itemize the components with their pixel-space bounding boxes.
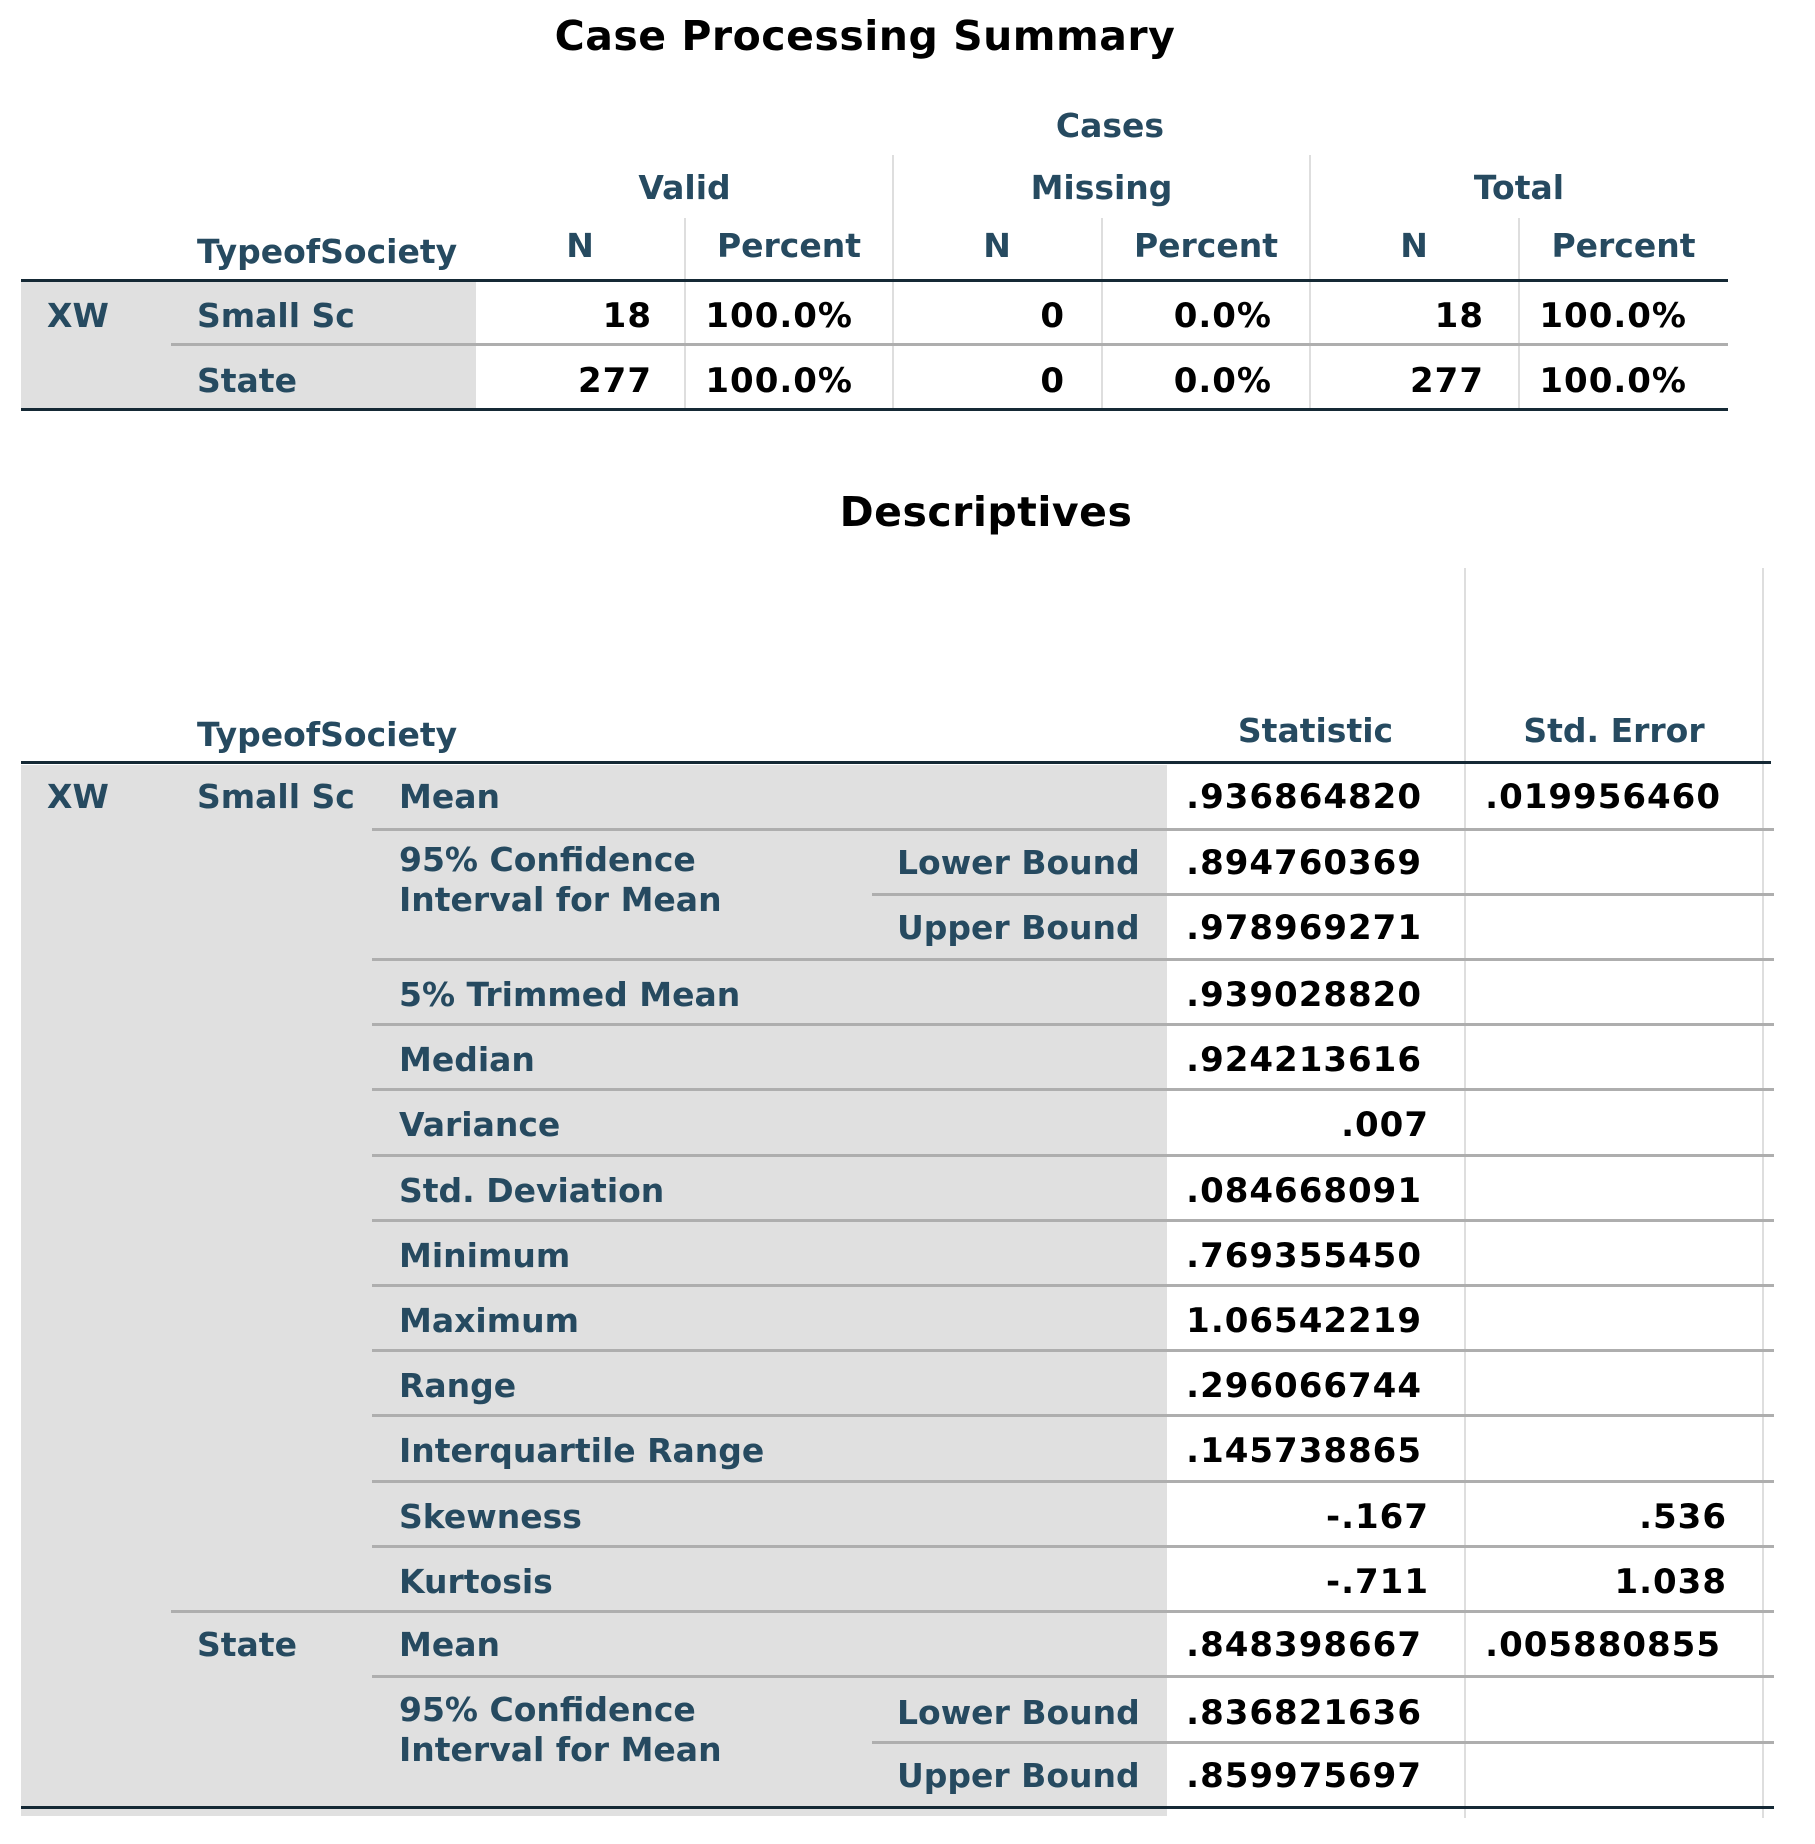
statistic-cell: .936864820: [1186, 777, 1422, 817]
statistic-cell: .145738865: [1186, 1431, 1422, 1471]
std-error-header: Std. Error: [1523, 711, 1705, 750]
statistic-cell: .836821636: [1186, 1693, 1422, 1733]
cell: 0: [1040, 296, 1065, 336]
row-rule: [372, 1023, 1774, 1026]
group-label: Small Sc: [197, 777, 355, 816]
row-label: Small Sc: [197, 296, 355, 335]
row-rule: [372, 1088, 1774, 1091]
variable-label: XW: [47, 777, 109, 816]
row-label: Mean: [399, 1625, 500, 1664]
row-rule: [872, 1741, 1774, 1744]
lower-bound-label: Lower Bound: [897, 843, 1140, 882]
total-n-header: N: [1400, 226, 1428, 265]
statistic-cell: .084668091: [1186, 1171, 1422, 1211]
row-label: Skewness: [399, 1497, 582, 1536]
row-rule: [372, 828, 1774, 831]
missing-percent-header: Percent: [1133, 226, 1279, 265]
row-label: Interquartile Range: [399, 1431, 765, 1470]
case-processing-summary-title: Case Processing Summary: [554, 12, 1176, 60]
cell: 277: [578, 361, 652, 401]
header-rule: [21, 761, 1771, 764]
statistic-cell: .859975697: [1186, 1756, 1422, 1796]
cases-header: Cases: [1055, 106, 1165, 145]
cell: 277: [1410, 361, 1484, 401]
cell: 18: [602, 296, 652, 336]
statistic-cell: .007: [1341, 1105, 1429, 1145]
statistic-cell: .769355450: [1186, 1236, 1422, 1276]
statistic-cell: -.167: [1326, 1497, 1429, 1537]
row-rule: [372, 1480, 1774, 1483]
row-rule: [372, 1545, 1774, 1548]
row-rule: [872, 893, 1774, 896]
cell: 0.0%: [1173, 361, 1272, 401]
typeofsociety-header: TypeofSociety: [197, 715, 458, 754]
cell: 0: [1040, 361, 1065, 401]
group-label: State: [197, 1625, 297, 1664]
cell: 0.0%: [1173, 296, 1272, 336]
std-error-cell: .019956460: [1485, 777, 1721, 817]
row-label: Variance: [399, 1105, 561, 1144]
descriptives-title: Descriptives: [839, 488, 1133, 536]
statistic-cell: .939028820: [1186, 975, 1422, 1015]
cell: 100.0%: [1539, 361, 1687, 401]
table-bottom-rule: [21, 408, 1728, 411]
row-label: Mean: [399, 777, 500, 816]
statistic-cell: .848398667: [1186, 1625, 1422, 1665]
total-header: Total: [1473, 168, 1565, 207]
statistic-cell: 1.06542219: [1186, 1301, 1422, 1341]
upper-bound-label: Upper Bound: [897, 1756, 1140, 1795]
row-rule: [372, 958, 1774, 961]
ci-label: 95% Confidence Interval for Mean: [399, 1690, 722, 1769]
row-rule: [372, 1154, 1774, 1157]
row-rule: [372, 1414, 1774, 1417]
statistic-cell: .894760369: [1186, 843, 1422, 883]
row-rule: [372, 1284, 1774, 1287]
row-label: Kurtosis: [399, 1562, 553, 1601]
table-bottom-rule: [21, 1806, 1774, 1809]
row-rule: [372, 1349, 1774, 1352]
cell: 100.0%: [705, 296, 853, 336]
column-divider: [1762, 568, 1764, 1818]
total-percent-header: Percent: [1551, 226, 1696, 265]
row-label: Range: [399, 1366, 517, 1405]
valid-header: Valid: [638, 168, 731, 207]
statistic-cell: -.711: [1326, 1562, 1429, 1602]
ci-label: 95% Confidence Interval for Mean: [399, 840, 722, 919]
valid-n-header: N: [566, 226, 594, 265]
upper-bound-label: Upper Bound: [897, 908, 1140, 947]
std-error-cell: .536: [1639, 1497, 1727, 1537]
missing-n-header: N: [983, 226, 1011, 265]
row-rule: [171, 343, 1728, 346]
row-rule: [372, 1675, 1774, 1678]
statistic-cell: .924213616: [1186, 1040, 1422, 1080]
valid-percent-header: Percent: [716, 226, 862, 265]
row-label: 5% Trimmed Mean: [399, 975, 741, 1014]
lower-bound-label: Lower Bound: [897, 1693, 1140, 1732]
cell: 18: [1434, 296, 1484, 336]
row-label: Median: [399, 1040, 535, 1079]
std-error-cell: 1.038: [1614, 1562, 1727, 1602]
cell: 100.0%: [1539, 296, 1687, 336]
statistic-header: Statistic: [1237, 711, 1394, 750]
std-error-cell: .005880855: [1485, 1625, 1721, 1665]
header-rule: [21, 279, 1728, 282]
statistic-cell: .296066744: [1186, 1366, 1422, 1406]
missing-header: Missing: [1030, 168, 1173, 207]
typeofsociety-header: TypeofSociety: [197, 232, 458, 271]
row-label: Std. Deviation: [399, 1171, 665, 1210]
variable-label: XW: [47, 296, 109, 335]
row-label: Maximum: [399, 1301, 579, 1340]
row-label: Minimum: [399, 1236, 571, 1275]
cell: 100.0%: [705, 361, 853, 401]
row-rule: [372, 1219, 1774, 1222]
statistic-cell: .978969271: [1186, 908, 1422, 948]
row-label: State: [197, 361, 297, 400]
group-rule: [171, 1610, 1774, 1613]
